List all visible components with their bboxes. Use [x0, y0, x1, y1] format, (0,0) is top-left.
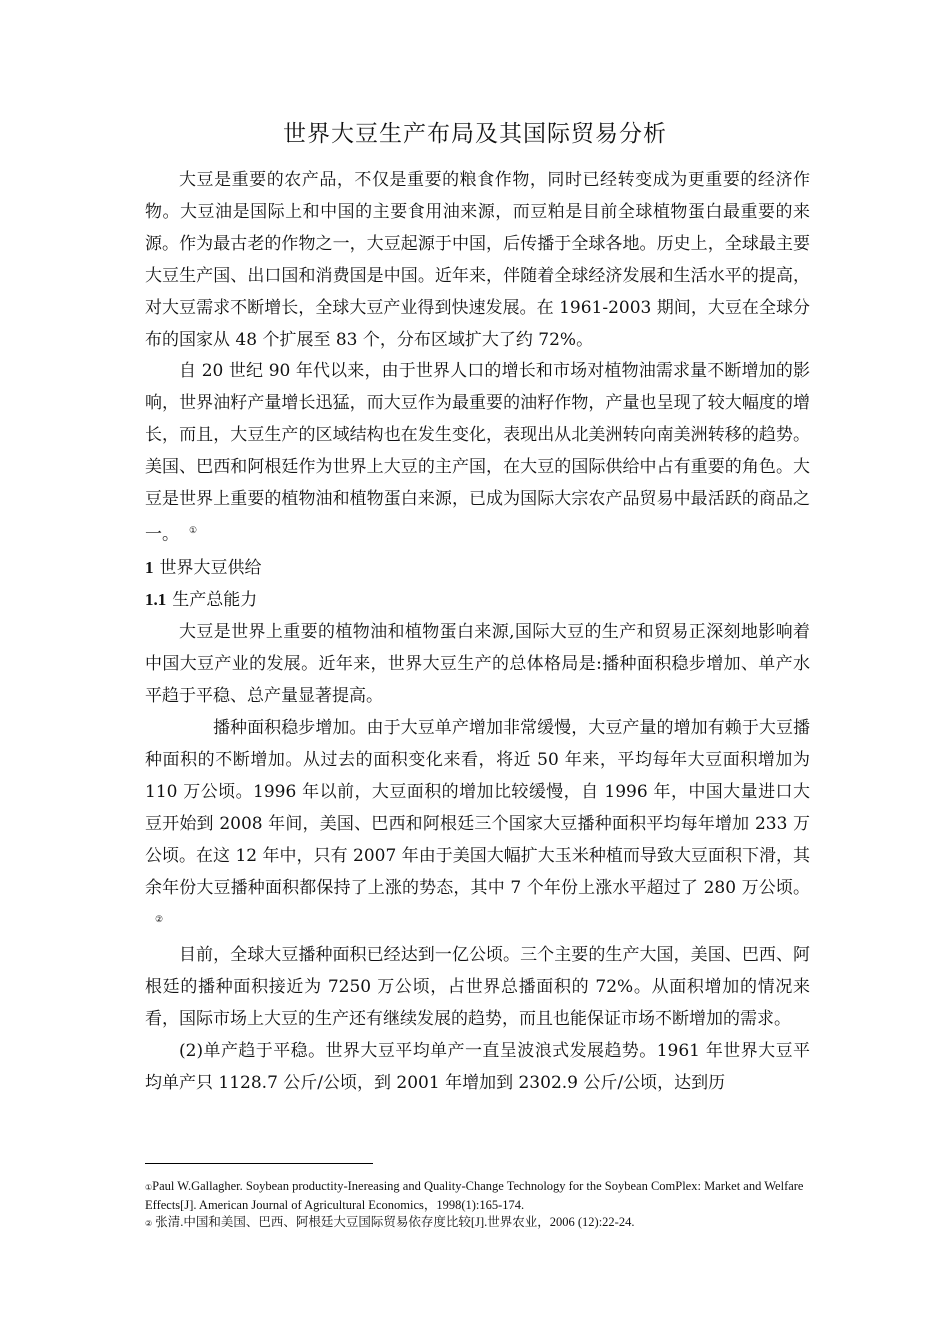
- subsection-number: 1.1: [145, 590, 167, 610]
- paragraph-yield-text: (2)单产趋于平稳。世界大豆平均单产一直呈波浪式发展趋势。1961 年世界大豆平均单产只 1128.7 公斤/公顷，到 2001 年增加到 2302.9 公斤/公顷，达到历: [145, 1040, 810, 1093]
- subsection-title: 生产总能力: [172, 590, 258, 611]
- document-body: [145, 165, 810, 1100]
- paragraph-trend-text: 自 20 世纪 90 年代以来，由于世界人口的增长和市场对植物油需求量不断增加的影响，世界油籽产量增长迅猛，而大豆作为最重要的油籽作物，产量也呈现了较大幅度的增长，而且，大豆生产的区域结构也在发生变化，表现出从北美洲转向南美洲转移的趋势。美国、巴西和阿根廷作为世界上大豆的主产国，在大豆的国际供给中占有重要的角色。大豆是世界上重要的植物油和植物蛋白来源，已成为国际大宗农产品贸易中最活跃的商品之一。: [145, 361, 810, 545]
- paragraph-current: [145, 940, 810, 1036]
- section-number: 1: [145, 557, 154, 577]
- document-title: 世界大豆生产布局及其国际贸易分析: [283, 121, 667, 147]
- footnotes: [145, 1178, 810, 1233]
- paragraph-pattern-text: 大豆是世界上重要的植物油和植物蛋白来源,国际大豆的生产和贸易正深刻地影响着中国大豆产业的发展。近年来，世界大豆生产的总体格局是:播种面积稳步增加、单产水平趋于平稳、总产量显著提高。: [145, 622, 810, 707]
- section-heading-1-1: [145, 584, 810, 617]
- paragraph-intro: [145, 165, 810, 356]
- footnote-1-mark: ①: [145, 1183, 153, 1192]
- paragraph-intro-text: 大豆是重要的农产品，不仅是重要的粮食作物，同时已经转变成为更重要的经济作物。大豆油是国际上和中国的主要食用油来源，而豆粕是目前全球植物蛋白最重要的来源。作为最古老的作物之一，大豆起源于中国，后传播于全球各地。历史上，全球最主要大豆生产国、出口国和消费国是中国。近年来，伴随着全球经济发展和生活水平的提高，对大豆需求不断增长，全球大豆产业得到快速发展。在 1961-2003 期间，大豆在全球分布的国家从 48 个扩展至 83 个，分布区域扩大了约 72%。: [145, 170, 810, 350]
- footnote-2-mark: ②: [145, 1219, 153, 1228]
- paragraph-pattern: [145, 617, 810, 713]
- footnote-1: [145, 1178, 810, 1214]
- footnote-2-text: 张清.中国和美国、巴西、阿根廷大豆国际贸易依存度比较[J].世界农业，2006 (12):22-24.: [155, 1215, 635, 1229]
- section-heading-1: [145, 552, 810, 585]
- footnote-ref-1: ①: [189, 525, 198, 536]
- paragraph-current-text: 目前，全球大豆播种面积已经达到一亿公顷。三个主要的生产大国，美国、巴西、阿根廷的播种面积接近为 7250 万公顷，占世界总播面积的 72%。从面积增加的情况来看，国际市场上大豆的生产还有继续发展的趋势，而且也能保证市场不断增加的需求。: [145, 945, 810, 1029]
- footnote-ref-2: ②: [155, 914, 164, 925]
- paragraph-area: [145, 713, 810, 940]
- footnote-2: [145, 1214, 810, 1233]
- paragraph-yield: [145, 1036, 810, 1100]
- section-title: 世界大豆供给: [159, 557, 262, 578]
- footnote-divider: [145, 1163, 373, 1164]
- paragraph-trend: [145, 356, 810, 551]
- footnote-1-text: Paul W.Gallagher. Soybean productity-Inereasing and Quality-Change Technology for the Soybean ComPlex: Market and Welfare Effects[J]. American Journal of Agricultural Economics，1998(1):165-174.: [145, 1179, 804, 1212]
- paragraph-area-text: 播种面积稳步增加。由于大豆单产增加非常缓慢，大豆产量的增加有赖于大豆播种面积的不断增加。从过去的面积变化来看，将近 50 年来，平均每年大豆面积增加为 110 万公顷。1996 年以前，大豆面积的增加比较缓慢，自 1996 年，中国大量进口大豆开始到 2008 年间，美国、巴西和阿根廷三个国家大豆播种面积平均每年增加 233 万公顷。在这 12 年中，只有 2007 年由于美国大幅扩大玉米种植而导致大豆面积下滑，其余年份大豆播种面积都保持了上涨的势态，其中 7 个年份上涨水平超过了 280 万公顷。: [145, 718, 810, 898]
